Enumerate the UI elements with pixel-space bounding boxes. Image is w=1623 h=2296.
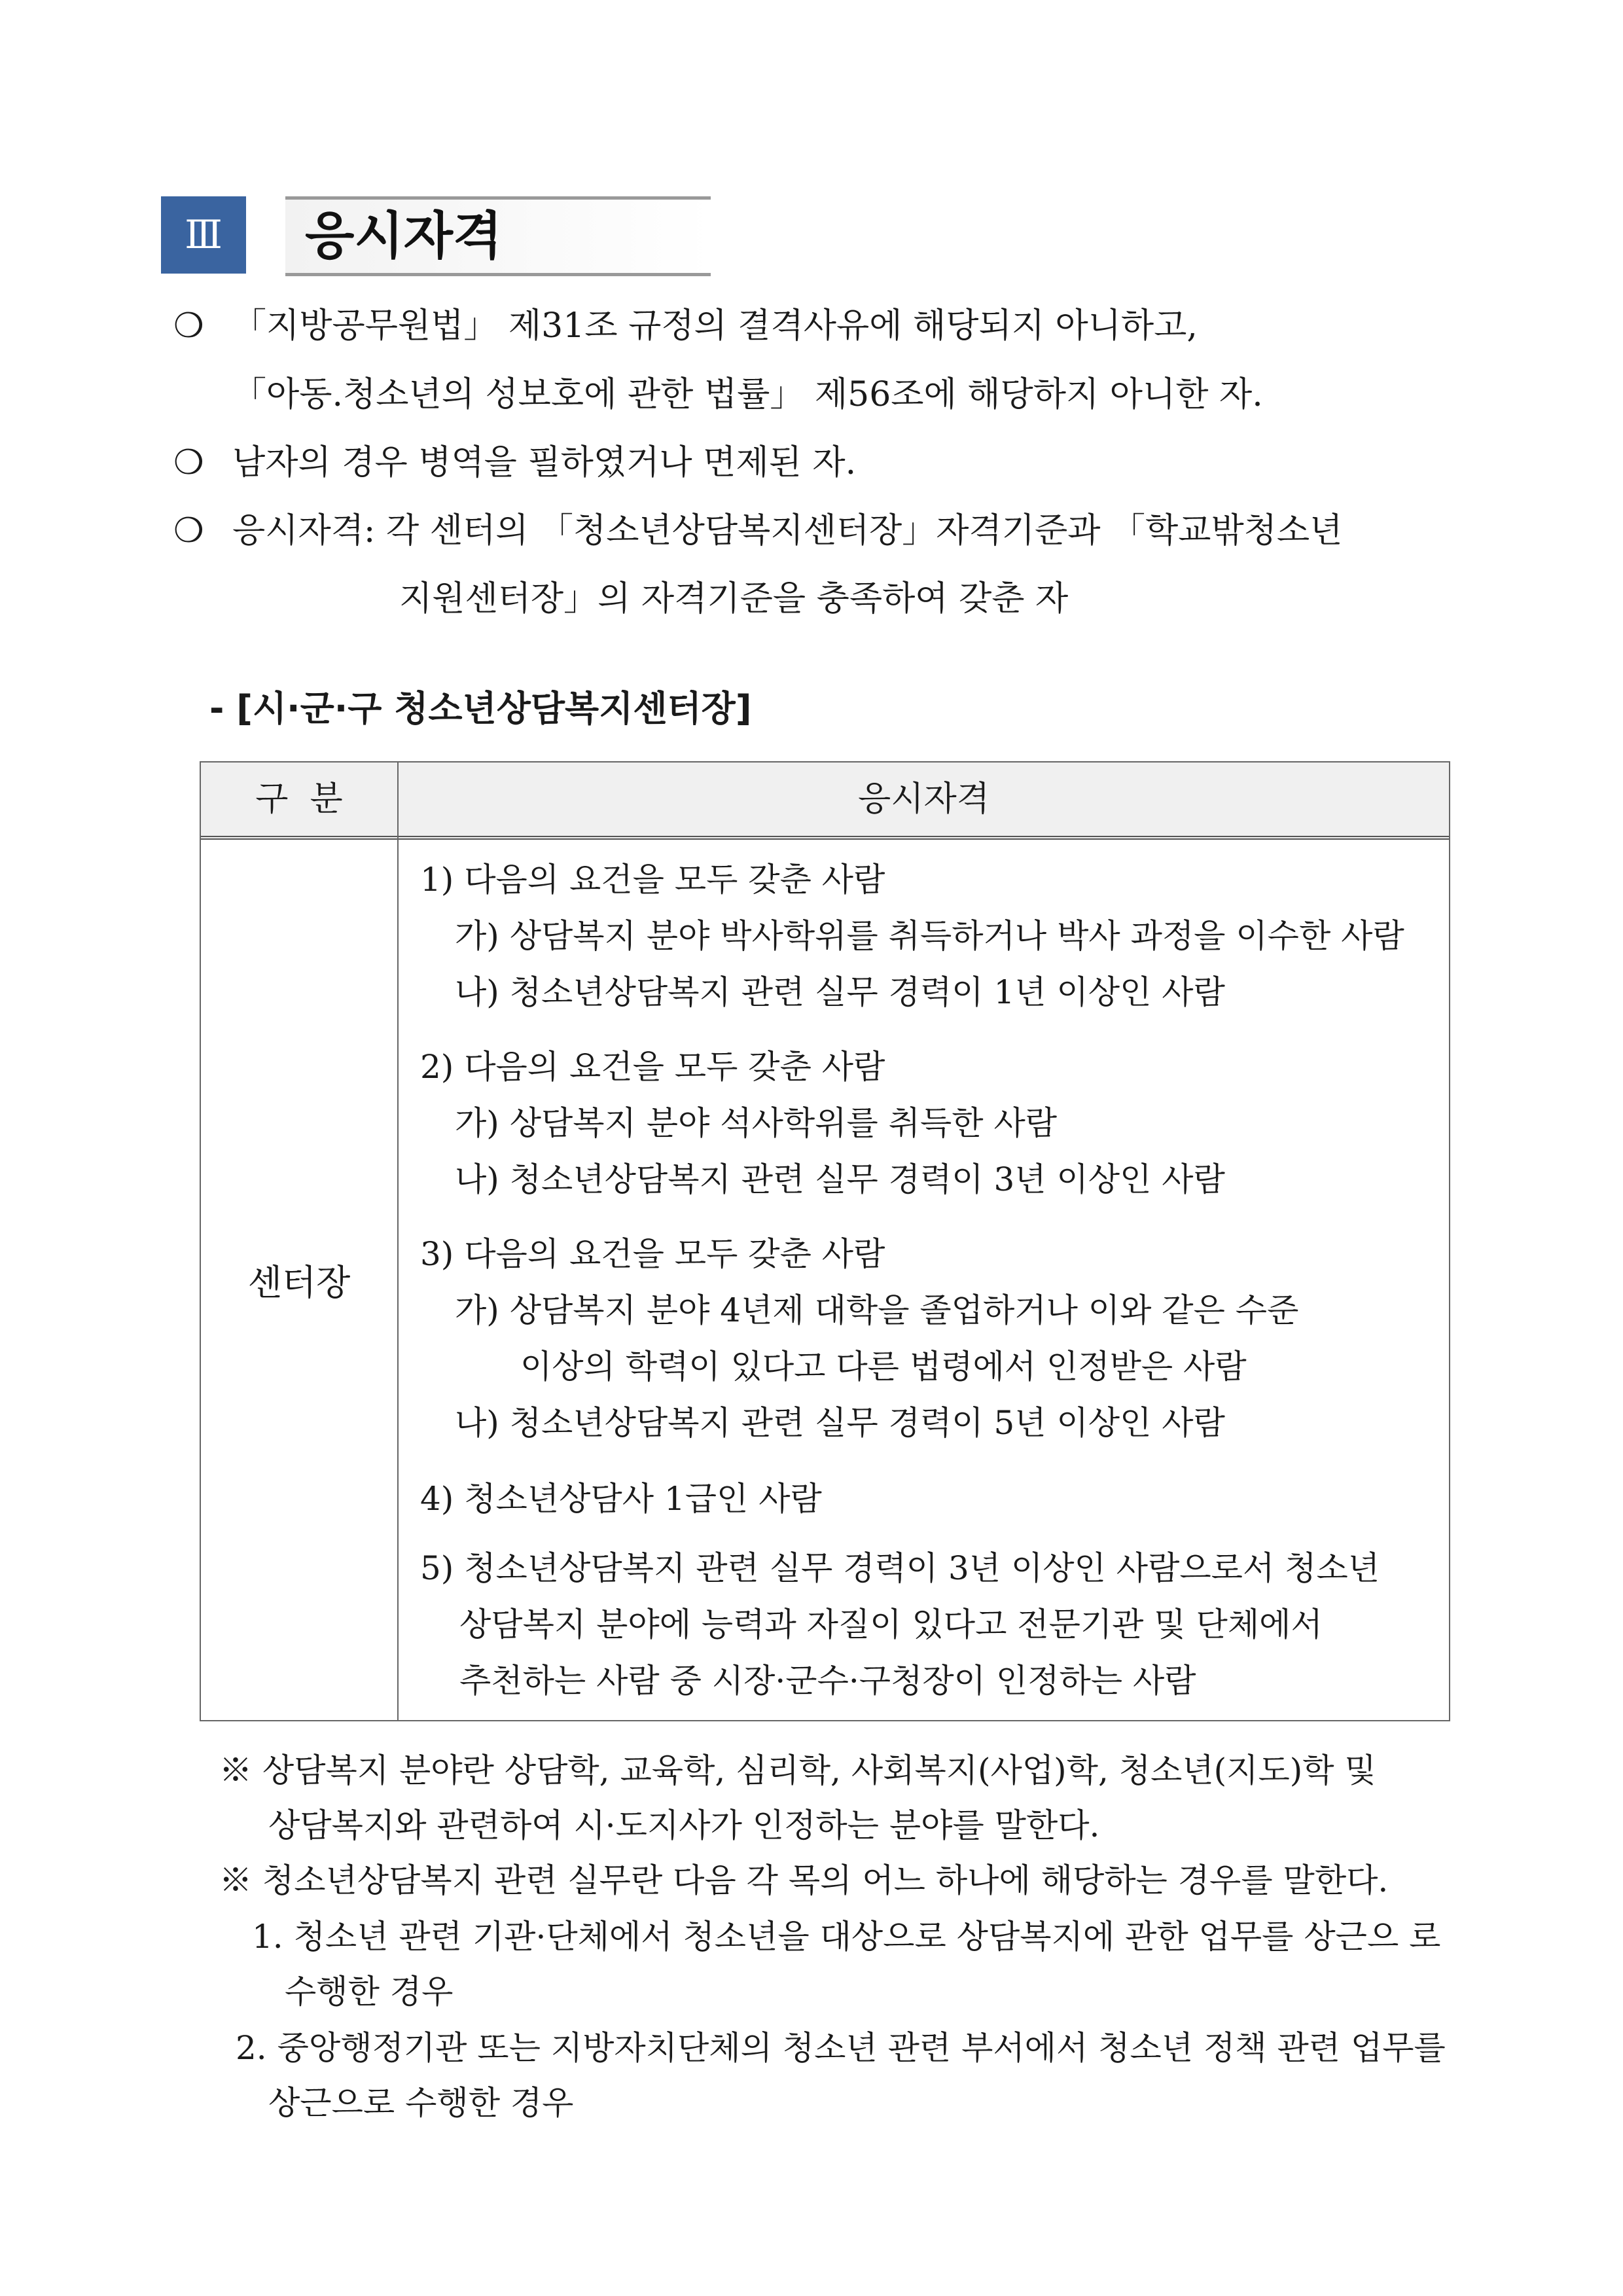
qualification-table (200, 761, 1450, 1721)
requirement-line: 2) 다음의 요건을 모두 갖춘 사람 (420, 1048, 885, 1086)
bullet-text: 응시자격: 각 센터의 「청소년상담복지센터장」자격기준과 「학교밖청소년 (232, 511, 1343, 550)
bullet-text-continued: 「아동.청소년의 성보호에 관한 법률」 제56조에 해당하지 아니한 자. (232, 375, 1263, 414)
table-row-label: 센터장 (247, 1262, 351, 1303)
circle-bullet-icon: ❍ (173, 443, 204, 482)
table-subheading: - [시·군·구 청소년상담복지센터장] (209, 688, 752, 729)
table-header-qualification: 응시자격 (858, 780, 990, 819)
bullet-item (173, 440, 856, 486)
bullet-text: 남자의 경우 병역을 필하였거나 면제된 자. (232, 443, 857, 482)
note-line: ※ 청소년상담복지 관련 실무란 다음 각 목의 어느 하나에 해당하는 경우를 말한다. (219, 1861, 1389, 1899)
circle-bullet-icon: ❍ (173, 511, 204, 550)
note-line: 상근으로 수행한 경우 (268, 2084, 574, 2122)
requirement-line: 가) 상담복지 분야 박사학위를 취득하거나 박사 과정을 이수한 사람 (455, 917, 1404, 955)
note-line: 상담복지와 관련하여 시·도지사가 인정하는 분야를 말한다. (268, 1806, 1100, 1844)
requirement-line: 4) 청소년상담사 1급인 사람 (420, 1480, 822, 1518)
note-line: 1. 청소년 관련 기관·단체에서 청소년을 대상으로 상담복지에 관한 업무를 상근으 로 (252, 1918, 1441, 1956)
section-title: 응시자격 (305, 207, 503, 266)
section-header (161, 196, 717, 274)
requirement-line: 이상의 학력이 있다고 다른 법령에서 인정받은 사람 (520, 1348, 1247, 1386)
requirement-line: 가) 상담복지 분야 석사학위를 취득한 사람 (455, 1104, 1058, 1142)
table-header-category: 구 분 (255, 780, 343, 819)
requirement-line: 1) 다음의 요건을 모두 갖춘 사람 (420, 861, 885, 899)
note-line: 수행한 경우 (285, 1973, 454, 2011)
bullet-text-continued: 지원센터장」의 자격기준을 충족하여 갖춘 자 (399, 579, 1069, 619)
table-header-row (201, 762, 1449, 840)
requirement-line: 가) 상담복지 분야 4년제 대학을 졸업하거나 이와 같은 수준 (455, 1291, 1299, 1329)
requirement-line: 상담복지 분야에 능력과 자질이 있다고 전문기관 및 단체에서 (459, 1605, 1323, 1643)
bullet-item (173, 303, 1198, 349)
requirement-line: 추천하는 사람 중 시장·군수·구청장이 인정하는 사람 (459, 1662, 1196, 1700)
requirement-line: 3) 다음의 요건을 모두 갖춘 사람 (420, 1235, 885, 1273)
note-line: 2. 중앙행정기관 또는 지방자치단체의 청소년 관련 부서에서 청소년 정책 관련 업무를 (236, 2029, 1446, 2067)
circle-bullet-icon: ❍ (173, 306, 204, 346)
section-title-box (285, 196, 711, 276)
section-number-badge: Ⅲ (161, 196, 246, 274)
requirement-line: 5) 청소년상담복지 관련 실무 경력이 3년 이상인 사람으로서 청소년 (420, 1549, 1380, 1587)
requirement-line: 나) 청소년상담복지 관련 실무 경력이 3년 이상인 사람 (455, 1160, 1225, 1198)
requirement-line: 나) 청소년상담복지 관련 실무 경력이 1년 이상인 사람 (455, 973, 1225, 1011)
bullet-item (173, 508, 1342, 554)
note-line: ※ 상담복지 분야란 상담학, 교육학, 심리학, 사회복지(사업)학, 청소년(지도)학 및 (219, 1751, 1376, 1789)
requirement-line: 나) 청소년상담복지 관련 실무 경력이 5년 이상인 사람 (455, 1404, 1225, 1442)
column-divider (397, 762, 399, 1720)
bullet-text: 「지방공무원법」 제31조 규정의 결격사유에 해당되지 아니하고, (232, 306, 1198, 346)
